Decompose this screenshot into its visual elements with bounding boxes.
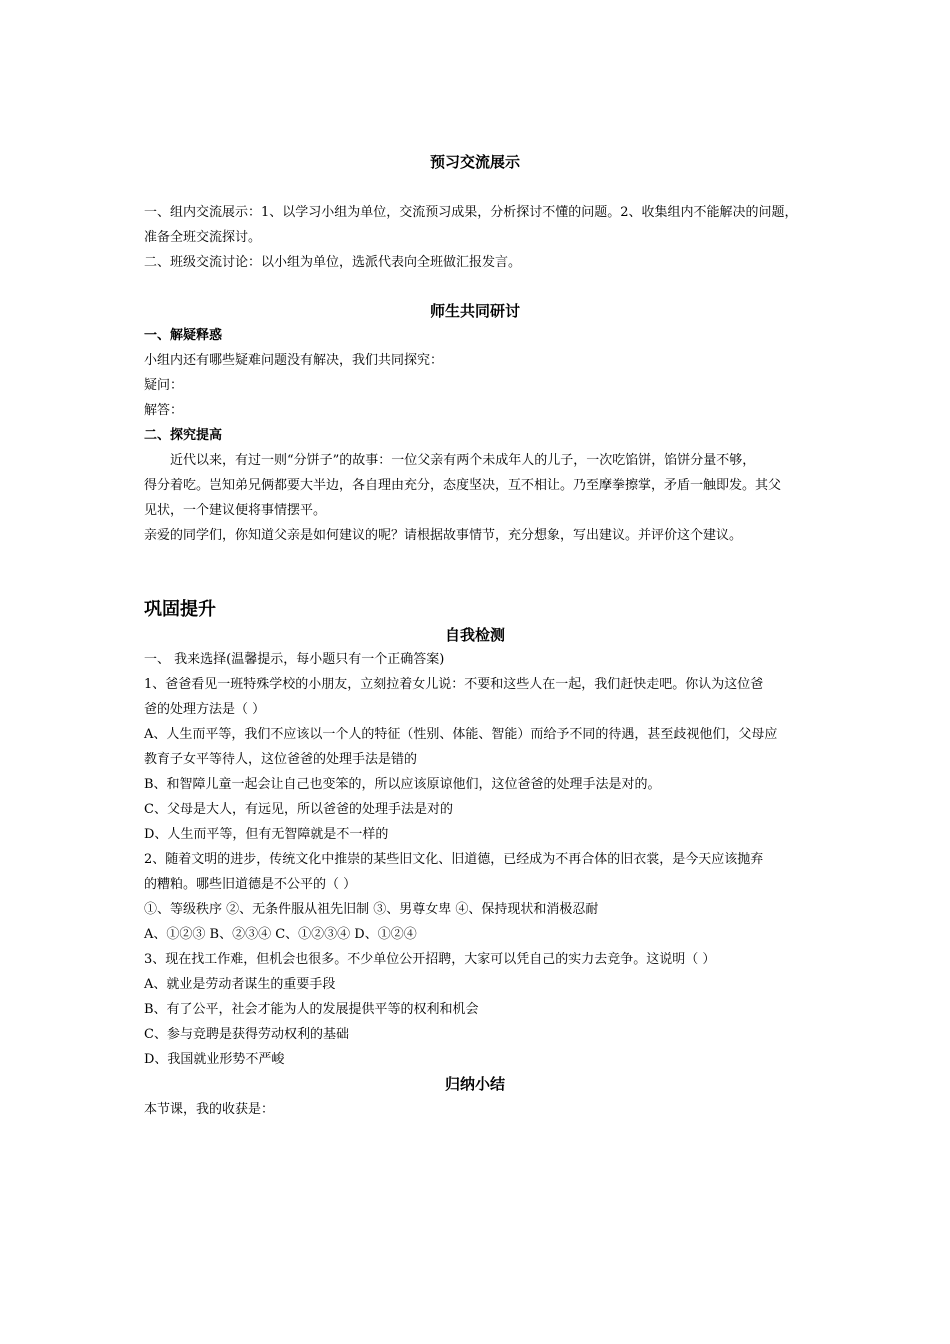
- quiz-line-7: C、父母是大人，有远见，所以爸爸的处理手法是对的: [144, 802, 453, 817]
- quiz-line-6: B、和智障儿童一起会让自己也变笨的，所以应该原谅他们，这位爸爸的处理手法是对的。: [144, 777, 661, 792]
- consolidate-section-title: 巩固提升: [144, 599, 216, 620]
- quiz-line-3: 爸的处理方法是（ ）: [144, 702, 266, 717]
- research-story-line-4: 亲爱的同学们，你知道父亲是如何建议的呢？请根据故事情节，充分想象，写出建议。并评价这个建议。: [144, 528, 743, 543]
- preview-section-title: 预习交流展示: [429, 153, 520, 171]
- quiz-line-13: 3、现在找工作难，但机会也很多。不少单位公开招聘，大家可以凭自己的实力去竞争。这说明（ ）: [144, 952, 716, 967]
- self-test-title: 自我检测: [444, 626, 505, 644]
- research-story-line-1: 近代以来，有过一则“分饼子”的故事：一位父亲有两个未成年人的儿子，一次吃馅饼，馅饼分量不够，: [170, 453, 756, 468]
- research-sub1-line-1: 小组内还有哪些疑难问题没有解决，我们共同探究：: [144, 353, 444, 368]
- quiz-line-4: A、人生而平等，我们不应该以一个人的特征（性别、体能、智能）而给予不同的待遇，甚至歧视他们，父母应: [144, 727, 778, 742]
- quiz-line-15: B、有了公平，社会才能为人的发展提供平等的权利和机会: [144, 1002, 479, 1017]
- quiz-line-11: ①、等级秩序 ②、无条件服从祖先旧制 ③、男尊女卑 ④、保持现状和消极忍耐: [144, 902, 599, 917]
- research-section-title: 师生共同研讨: [429, 302, 520, 320]
- preview-line-1: 一、组内交流展示：1、以学习小组为单位，交流预习成果，分析探讨不懂的问题。2、收集组内不能解决的问题，: [144, 205, 798, 220]
- research-sub1-heading: 一、解疑释惑: [144, 328, 223, 343]
- quiz-line-12: A、①②③ B、②③④ C、①②③④ D、①②④: [144, 927, 417, 942]
- research-sub2-heading: 二、探究提高: [144, 428, 223, 443]
- quiz-line-16: C、参与竞聘是获得劳动权利的基础: [144, 1027, 349, 1042]
- quiz-line-2: 1、爸爸看见一班特殊学校的小朋友，立刻拉着女儿说：不要和这些人在一起，我们赶快走吧。你认为这位爸: [144, 677, 764, 692]
- quiz-line-14: A、就业是劳动者谋生的重要手段: [144, 977, 336, 992]
- research-answer-label: 解答：: [144, 403, 184, 418]
- summary-section-title: 归纳小结: [444, 1075, 505, 1093]
- preview-line-3: 二、班级交流讨论：以小组为单位，选派代表向全班做汇报发言。: [144, 255, 522, 270]
- quiz-line-10: 的糟粕。哪些旧道德是不公平的（ ）: [144, 877, 357, 892]
- preview-line-2: 准备全班交流探讨。: [144, 230, 262, 245]
- quiz-line-9: 2、随着文明的进步，传统文化中推崇的某些旧文化、旧道德，已经成为不再合体的旧衣裳，是今天应该抛弃: [144, 852, 764, 867]
- research-question-label: 疑问：: [144, 378, 184, 393]
- research-story-line-3: 见状，一个建议便将事情摆平。: [144, 503, 327, 518]
- quiz-line-5: 教育子女平等待人，这位爸爸的处理手法是错的: [144, 752, 418, 767]
- research-story-line-2: 得分着吃。岂知弟兄俩都要大半边，各自理由充分，态度坚决，互不相让。乃至摩拳擦掌，矛盾一触即发。其父: [144, 478, 782, 493]
- quiz-line-17: D、我国就业形势不严峻: [144, 1052, 285, 1067]
- quiz-line-8: D、人生而平等，但有无智障就是不一样的: [144, 827, 389, 842]
- summary-line-1: 本节课，我的收获是：: [144, 1102, 275, 1117]
- quiz-line-1: 一、 我来选择(温馨提示，每小题只有一个正确答案): [144, 652, 445, 667]
